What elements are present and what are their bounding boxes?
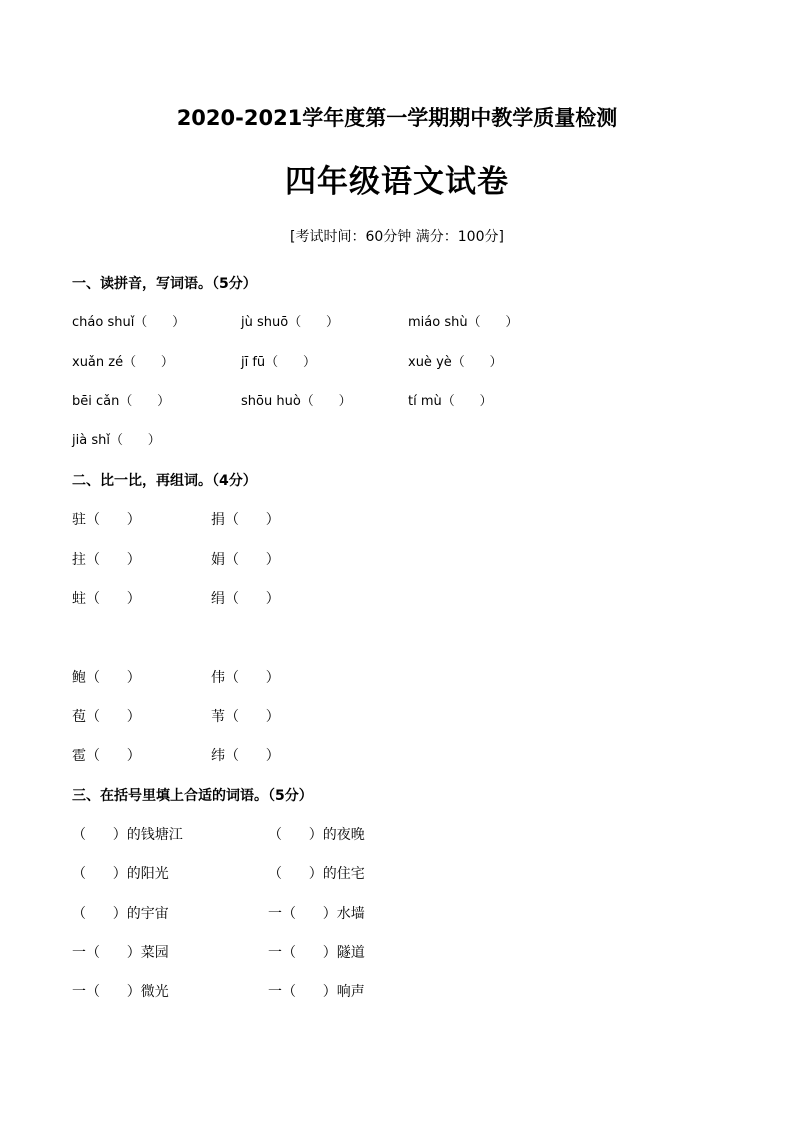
pinyin-item: cháo shuǐ（ ） [72, 315, 186, 330]
pinyin-item: miáo shù（ ） [408, 315, 519, 330]
compare-item: 蛀（ ） [72, 591, 141, 607]
pinyin-item: xuǎn zé（ ） [72, 355, 174, 370]
compare-item: 苞（ ） [72, 709, 141, 725]
pinyin-item: jù shuō（ ） [241, 315, 339, 330]
fill-item: （ ）的夜晚 [268, 827, 365, 843]
compare-row [0, 667, 794, 689]
compare-item: 娟（ ） [211, 552, 280, 568]
fill-row [0, 942, 794, 964]
compare-row [0, 745, 794, 767]
exam-title: 2020-2021学年度第一学期期中教学质量检测 [176, 106, 618, 130]
compare-item: 雹（ ） [72, 748, 141, 764]
pinyin-item: jī fū（ ） [241, 355, 316, 370]
compare-item: 鲍（ ） [72, 670, 141, 686]
exam-info: [考试时间：60分钟 满分：100分] [290, 229, 504, 245]
pinyin-item: xuè yè（ ） [408, 355, 503, 370]
compare-item: 伟（ ） [211, 670, 280, 686]
fill-row [0, 863, 794, 885]
fill-row [0, 903, 794, 925]
compare-item: 苇（ ） [211, 709, 280, 725]
pinyin-row [0, 352, 794, 374]
pinyin-item: bēi cǎn（ ） [72, 394, 171, 409]
compare-row [0, 549, 794, 571]
pinyin-item: jià shǐ（ ） [72, 433, 161, 448]
compare-row [0, 706, 794, 728]
fill-item: （ ）的阳光 [72, 866, 169, 882]
compare-item: 拄（ ） [72, 552, 141, 568]
compare-item: 绢（ ） [211, 591, 280, 607]
section3-heading: 三、在括号里填上合适的词语。（5分） [72, 788, 313, 804]
compare-row [0, 588, 794, 610]
fill-item: 一（ ）水墙 [268, 906, 365, 922]
fill-item: 一（ ）菜园 [72, 945, 169, 961]
pinyin-item: tí mù（ ） [408, 394, 493, 409]
fill-item: （ ）的钱塘江 [72, 827, 183, 843]
fill-item: （ ）的住宅 [268, 866, 365, 882]
pinyin-item: shōu huò（ ） [241, 394, 352, 409]
compare-item: 捐（ ） [211, 512, 280, 528]
section2-heading: 二、比一比，再组词。（4分） [72, 473, 257, 489]
compare-item: 驻（ ） [72, 512, 141, 528]
exam-subtitle: 四年级语文试卷 [285, 164, 509, 200]
fill-row [0, 981, 794, 1003]
section1-heading: 一、读拼音，写词语。（5分） [72, 276, 257, 292]
fill-item: 一（ ）隧道 [268, 945, 365, 961]
pinyin-row [0, 391, 794, 413]
compare-row [0, 509, 794, 531]
fill-item: （ ）的宇宙 [72, 906, 169, 922]
fill-item: 一（ ）微光 [72, 984, 169, 1000]
fill-item: 一（ ）响声 [268, 984, 365, 1000]
fill-row [0, 824, 794, 846]
pinyin-row [0, 312, 794, 334]
compare-item: 纬（ ） [211, 748, 280, 764]
pinyin-row [0, 430, 794, 452]
